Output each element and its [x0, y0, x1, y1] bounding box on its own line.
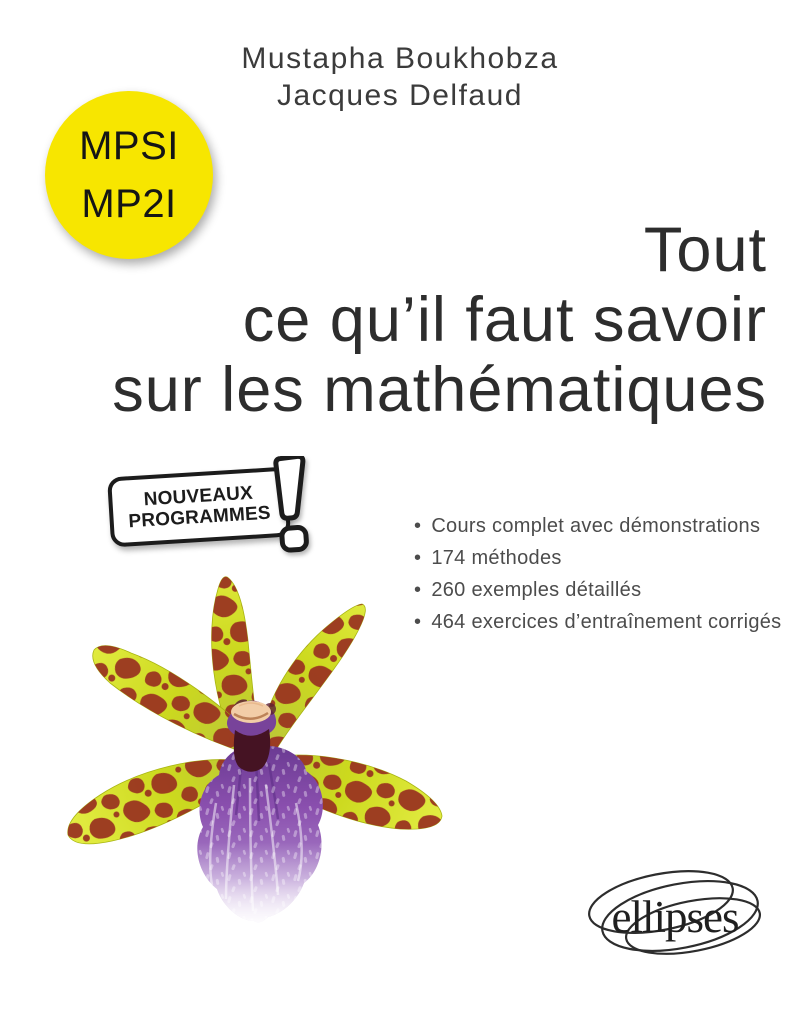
feature-item	[414, 606, 781, 638]
feature-item	[414, 510, 781, 542]
exclamation-mark-icon	[264, 456, 316, 560]
orchid-illustration	[50, 563, 460, 941]
bullet-dot: •	[414, 611, 422, 633]
author-name: Mustapha Boukhobza	[241, 42, 559, 75]
feature-text: 464 exercices d’entraînement corrigés	[431, 611, 782, 633]
book-title	[112, 215, 767, 425]
features-list	[414, 510, 781, 638]
publisher-logo	[573, 852, 780, 974]
title-line: sur les mathématiques	[112, 355, 767, 425]
badge-level: MP2I	[81, 182, 177, 226]
stamp-text: NOUVEAUX	[143, 482, 254, 511]
feature-text: Cours complet avec démonstrations	[431, 515, 761, 537]
feature-item	[414, 574, 781, 606]
title-line: Tout	[643, 215, 767, 285]
author-name: Jacques Delfaud	[277, 79, 523, 112]
badge-level: MPSI	[79, 124, 179, 168]
bullet-dot: •	[414, 515, 422, 537]
feature-text: 260 exemples détaillés	[431, 579, 642, 601]
feature-item	[414, 542, 781, 574]
new-programs-stamp	[104, 456, 319, 564]
publisher-name: ellipses	[611, 892, 739, 942]
stamp-text: PROGRAMMES	[127, 502, 272, 533]
ellipses-rings-icon	[573, 852, 780, 974]
bullet-dot: •	[414, 547, 422, 569]
bullet-dot: •	[414, 579, 422, 601]
title-line: ce qu’il faut savoir	[242, 285, 767, 355]
feature-text: 174 méthodes	[431, 547, 562, 569]
